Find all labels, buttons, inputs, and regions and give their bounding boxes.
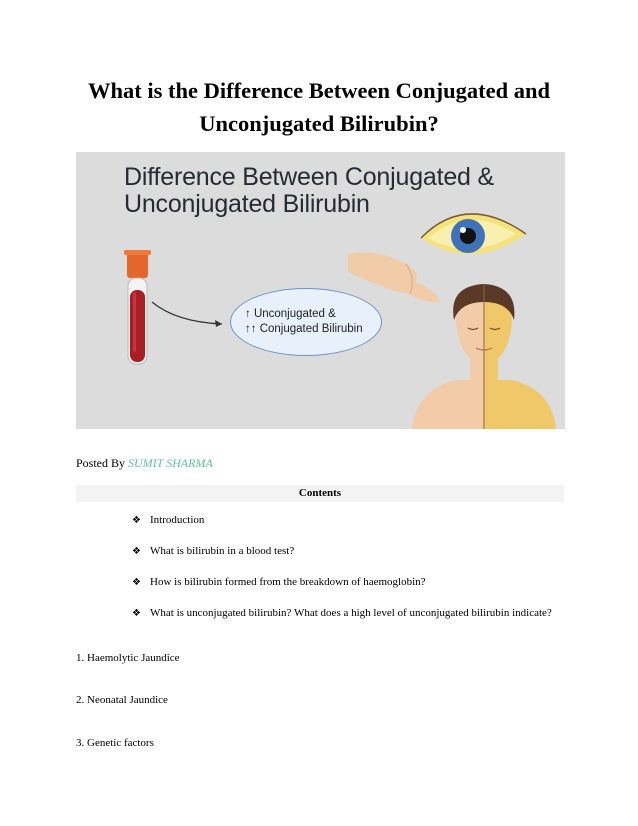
toc-item-label: What is bilirubin in a blood test? bbox=[150, 545, 295, 557]
section-heading: 3. Genetic factors bbox=[76, 737, 154, 749]
diamond-bullet-icon: ❖ bbox=[132, 577, 141, 588]
banner-heading-line-2: Unconjugated Bilirubin bbox=[124, 190, 370, 218]
toc-item[interactable] bbox=[132, 513, 204, 528]
bubble-line-2: ↑↑ Conjugated Bilirubin bbox=[245, 323, 363, 335]
hand-icon bbox=[348, 252, 440, 302]
toc-item-label: How is bilirubin formed from the breakdown of haemoglobin? bbox=[150, 576, 426, 588]
arrow-icon bbox=[152, 302, 222, 324]
byline bbox=[76, 456, 213, 471]
bilirubin-bubble bbox=[230, 288, 382, 356]
section-heading: 1. Haemolytic Jaundice bbox=[76, 652, 180, 664]
banner-image bbox=[76, 152, 565, 429]
toc-item-label: What is unconjugated bilirubin? What does a high level of unconjugated bilirubin indicate? bbox=[150, 607, 552, 619]
diamond-bullet-icon: ❖ bbox=[132, 546, 141, 557]
toc-item[interactable] bbox=[132, 544, 294, 559]
person-icon bbox=[412, 284, 556, 429]
byline-prefix: Posted By bbox=[76, 456, 126, 470]
banner-heading-line-1: Difference Between Conjugated & bbox=[124, 163, 494, 191]
diamond-bullet-icon: ❖ bbox=[132, 515, 141, 526]
blood-tube-icon bbox=[124, 250, 151, 364]
diamond-bullet-icon: ❖ bbox=[132, 608, 141, 619]
toc-item-label: Introduction bbox=[150, 514, 205, 526]
author-link[interactable]: SUMIT SHARMA bbox=[128, 456, 213, 470]
toc-item[interactable] bbox=[132, 575, 426, 590]
section-heading: 2. Neonatal Jaundice bbox=[76, 694, 168, 706]
bubble-line-1: ↑ Unconjugated & bbox=[245, 308, 336, 320]
page-title: What is the Difference Between Conjugated and Unconjugated Bilirubin? bbox=[87, 78, 551, 136]
eye-icon bbox=[421, 214, 526, 254]
banner-heading bbox=[124, 164, 494, 218]
toc-item[interactable] bbox=[132, 606, 552, 621]
contents-heading: Contents bbox=[76, 485, 564, 502]
